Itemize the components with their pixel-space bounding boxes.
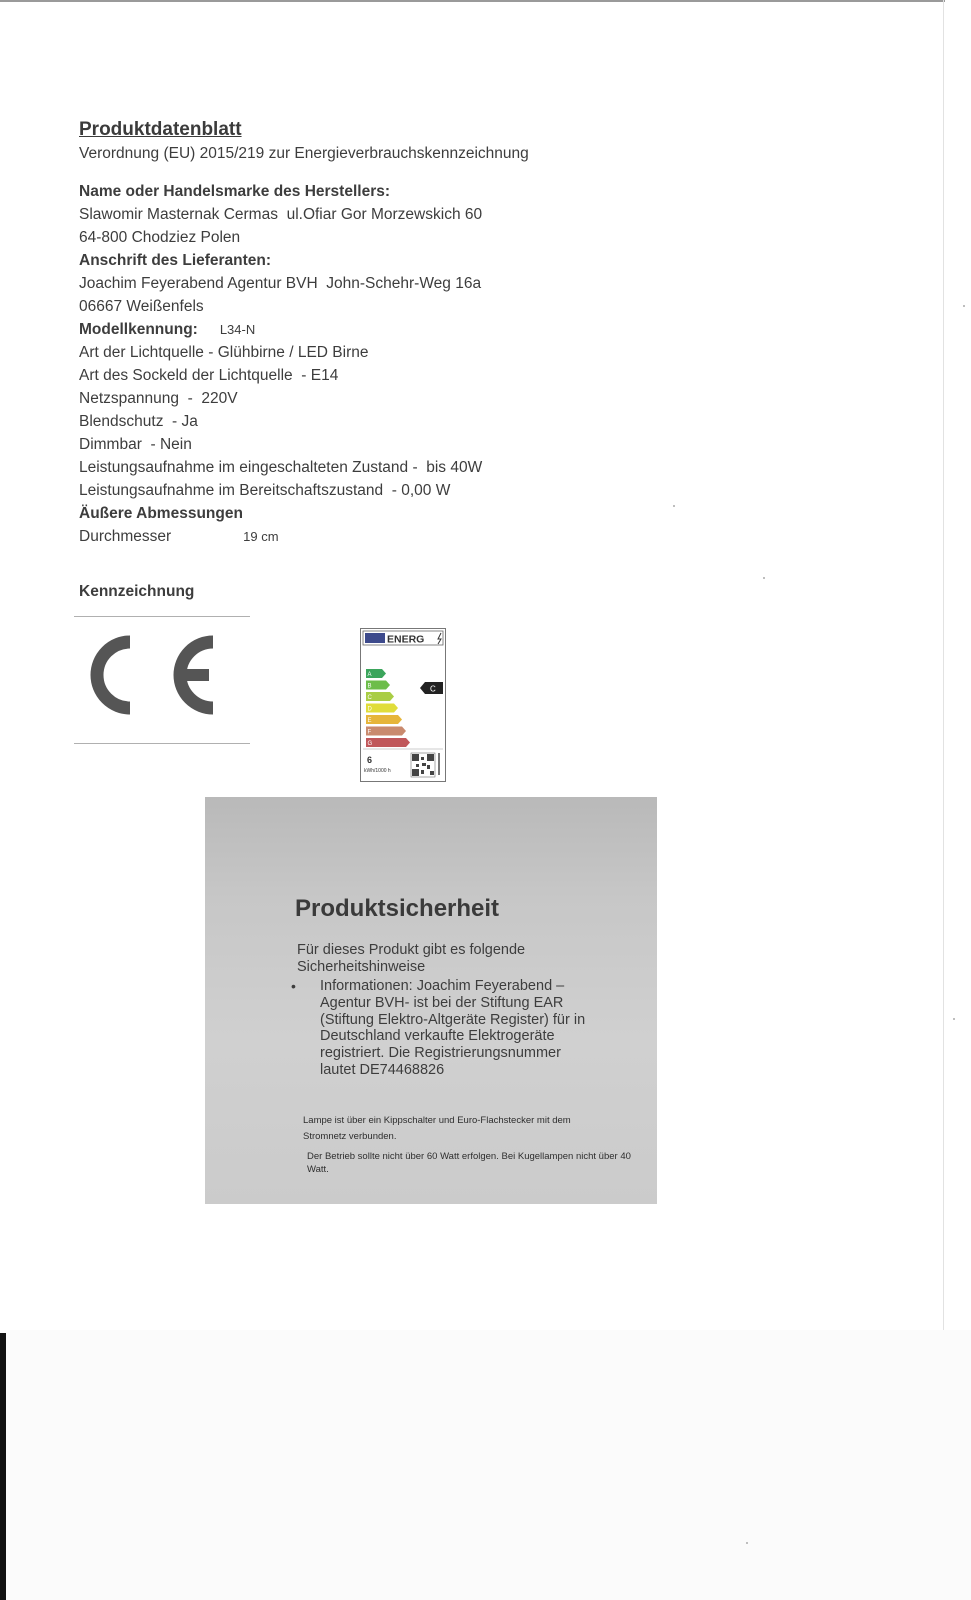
spec-light-source-type: Art der Lichtquelle - Glühbirne / LED Birne <box>79 344 369 361</box>
energy-label <box>360 628 446 782</box>
energy-class-bar-f <box>366 727 406 736</box>
spec-power-on: Leistungsaufnahme im eingeschalteten Zustand - bis 40W <box>79 459 483 476</box>
energy-consumption: 6 <box>367 755 373 765</box>
diameter-row <box>79 525 779 548</box>
qr-code-icon <box>411 753 435 777</box>
model-row <box>79 318 779 341</box>
manufacturer-address-line-2: 64-800 Chodziez Polen <box>79 229 241 246</box>
safety-note-wattage: Der Betrieb sollte nicht über 60 Watt erfolgen. Bei Kugellampen nicht über 40 Watt. <box>307 1151 631 1175</box>
diameter-value: 19 cm <box>243 529 279 544</box>
scan-speck <box>746 1542 748 1544</box>
energy-class-letter-g: G <box>367 741 373 747</box>
spec-power-standby: Leistungsaufnahme im Bereitschaftszustand - 0,00 W <box>79 482 451 499</box>
scan-left-bar <box>0 1333 6 1600</box>
marking-label: Kennzeichnung <box>79 583 195 600</box>
energy-rating: C <box>430 684 436 694</box>
safety-intro: Für dieses Produkt gibt es folgende Sicherheitshinweise <box>297 942 526 975</box>
scan-speck <box>953 1018 955 1020</box>
energy-class-bar-g <box>366 738 410 747</box>
dimensions-label: Äußere Abmessungen <box>79 505 243 522</box>
energy-class-letter-e: E <box>367 718 372 724</box>
eu-flag-icon <box>365 633 385 643</box>
energy-unit: kWh/1000 h <box>364 768 391 774</box>
scan-lower-area <box>0 1330 971 1600</box>
model-label: Modellkennung: <box>79 321 198 338</box>
energy-class-letter-a: A <box>367 672 372 678</box>
manufacturer-label: Name oder Handelsmarke des Herstellers: <box>79 183 391 200</box>
spec-socket: Art des Sockeld der Lichtquelle - E14 <box>79 367 339 384</box>
ce-mark-icon <box>88 628 220 722</box>
marking-rule-top <box>74 616 250 617</box>
regulation-line: Verordnung (EU) 2015/219 zur Energieverbrauchskennzeichnung <box>79 145 529 162</box>
safety-bullet: • <box>291 978 296 994</box>
supplier-label: Anschrift des Lieferanten: <box>79 252 272 269</box>
product-safety-scan <box>205 797 657 1204</box>
energy-class-bars <box>366 669 410 747</box>
scan-speck <box>763 577 765 579</box>
spec-glare-protection: Blendschutz - Ja <box>79 413 198 430</box>
scan-top-edge <box>0 0 945 2</box>
safety-title: Produktsicherheit <box>295 895 500 922</box>
energy-label-graphic <box>361 629 445 781</box>
energy-class-letter-c: C <box>367 695 372 701</box>
safety-note-connection: Lampe ist über ein Kippschalter und Euro-Flachstecker mit dem Stromnetz verbunden. <box>303 1115 571 1142</box>
product-data-sheet <box>79 118 779 548</box>
spec-dimmable: Dimmbar - Nein <box>79 436 192 453</box>
supplier-address-line-1: Joachim Feyerabend Agentur BVH John-Schehr-Weg 16a <box>79 275 482 292</box>
energy-header: ENERG <box>387 633 425 646</box>
scan-speck <box>963 305 965 307</box>
diameter-label: Durchmesser <box>79 528 172 545</box>
scan-speck <box>673 505 675 507</box>
spec-voltage: Netzspannung - 220V <box>79 390 238 407</box>
energy-class-letter-b: B <box>367 683 372 690</box>
model-value: L34-N <box>219 322 256 337</box>
manufacturer-address-line-1: Slawomir Masternak Cermas ul.Ofiar Gor Morzewskich 60 <box>79 206 483 223</box>
energy-class-letter-f: F <box>367 729 372 736</box>
safety-registration-info: Informationen: Joachim Feyerabend –Agentur BVH- ist bei der Stiftung EAR (Stiftung Elektro-Altgeräte Register) für in Deutschland verkaufte Elektrogeräte registriert. Die Registrierungsnummer lautet DE74468826 <box>320 978 586 1078</box>
document-title: Produktdatenblatt <box>79 119 242 140</box>
supplier-address-line-2: 06667 Weißenfels <box>79 298 204 315</box>
marking-rule-bottom <box>74 743 250 744</box>
energy-class-letter-d: D <box>367 706 372 713</box>
